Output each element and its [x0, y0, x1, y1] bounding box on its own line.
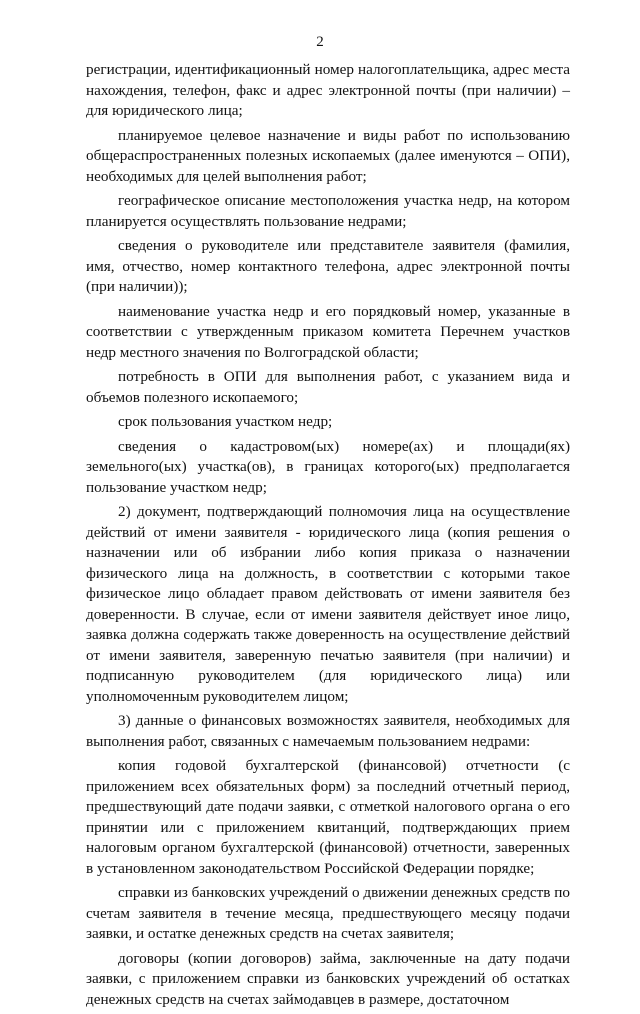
paragraph: 3) данные о финансовых возможностях заявителя, необходимых для выполнения работ, связанных с намечаемым пользованием недрами: — [86, 712, 570, 750]
paragraph: потребность в ОПИ для выполнения работ, с указанием вида и объемов полезного ископаемого; — [86, 368, 570, 406]
paragraph: копия годовой бухгалтерской (финансовой) отчетности (с приложением всех обязательных форм) за последний отчетный период, предшествующий дате подачи заявки, с отметкой налогового органа о его принятии или с приложением квитанций, подтверждающих прием налоговым органом бухгалтерской (финансовой) отчетности, заверенных в установленном законодательством Российской Федерации порядке; — [86, 757, 570, 877]
paragraph: 2) документ, подтверждающий полномочия лица на осуществление действий от имени заявителя - юридического лица (копия решения о назначении или об избрании либо копия приказа о назначении физического лица на должность, в соответствии с которыми такое физическое лицо обладает правом действовать от имени заявителя без доверенности. В случае, если от имени заявителя действует иное лицо, заявка должна содержать также доверенность на осуществление действий от имени заявителя, заверенную печатью заявителя (при наличии) и подписанную руководителем (для юридического лица) или уполномоченным руководителем лицом; — [86, 503, 570, 705]
paragraph: договоры (копии договоров) займа, заключенные на дату подачи заявки, с приложением справки из банковских учреждений об остатках денежных средств на счетах займодавцев в размере, достаточном — [86, 949, 570, 1008]
document-body — [86, 60, 570, 1014]
paragraph: наименование участка недр и его порядковый номер, указанные в соответствии с утвержденным приказом комитета Перечнем участков недр местного значения по Волгоградской области; — [86, 302, 570, 361]
paragraph: сведения о кадастровом(ых) номере(ах) и площади(ях) земельного(ых) участка(ов), в границах которого(ых) предполагается пользование участком недр; — [86, 437, 570, 496]
page-number: 2 — [316, 34, 324, 50]
paragraph: справки из банковских учреждений о движении денежных средств по счетам заявителя в течение месяца, предшествующего месяцу подачи заявки, и остатке денежных средств на счетах заявителя; — [86, 884, 570, 942]
paragraph: сведения о руководителе или представителе заявителя (фамилия, имя, отчество, номер контактного телефона, адрес электронной почты (при наличии)); — [86, 237, 570, 295]
paragraph: географическое описание местоположения участка недр, на котором планируется осуществлять пользование недрами; — [86, 192, 570, 230]
paragraph: регистрации, идентификационный номер налогоплательщика, адрес места нахождения, телефон, факс и адрес электронной почты (при наличии) – для юридического лица; — [86, 61, 570, 119]
paragraph: срок пользования участком недр; — [118, 413, 333, 430]
paragraph: планируемое целевое назначение и виды работ по использованию общераспространенных полезных ископаемых (далее именуются – ОПИ), необходимых для целей выполнения работ; — [86, 126, 570, 185]
